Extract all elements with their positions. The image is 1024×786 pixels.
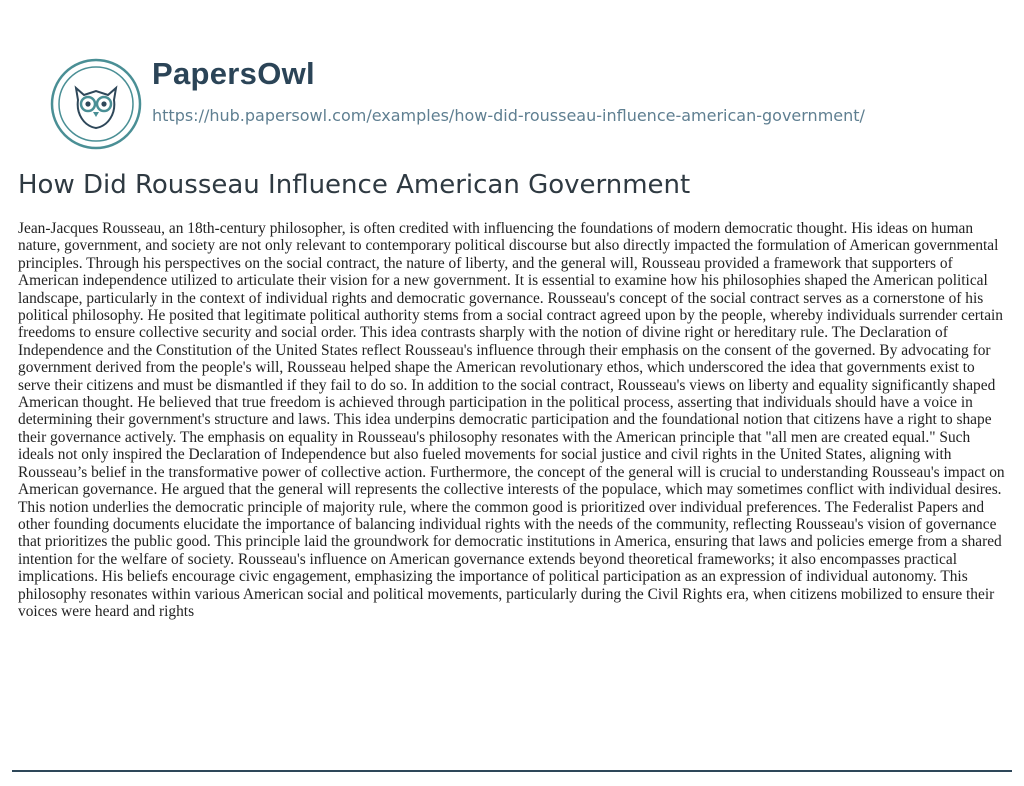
site-header: [50, 38, 980, 138]
footer-divider: [12, 770, 1012, 772]
essay-title: How Did Rousseau Influence American Government: [18, 170, 691, 200]
source-url-link[interactable]: https://hub.papersowl.com/examples/how-did-rousseau-influence-american-government/: [152, 106, 865, 125]
brand-name: PapersOwl: [152, 56, 315, 91]
essay-body: Jean-Jacques Rousseau, an 18th-century philosopher, is often credited with influencing the foundations of modern democratic thought. His ideas on human nature, government, and society are not only relevant to contemporary political discourse but also directly impacted the formulation of American governmental principles. Through his perspectives on the social contract, the nature of liberty, and the general will, Rousseau provided a framework that supporters of American independence utilized to articulate their vision for a new government. It is essential to examine how his philosophies shaped the American political landscape, particularly in the context of individual rights and democratic governance. Rousseau's concept of the social contract serves as a cornerstone of his political philosophy. He posited that legitimate political authority stems from a social contract agreed upon by the people, whereby individuals surrender certain freedoms to ensure collective security and social order. This idea contrasts sharply with the notion of divine right or hereditary rule. The Declaration of Independence and the Constitution of the United States reflect Rousseau's influence through their emphasis on the consent of the governed. By advocating for government derived from the people's will, Rousseau helped shape the American revolutionary ethos, which underscored the idea that governments exist to serve their citizens and must be dismantled if they fail to do so. In addition to the social contract, Rousseau's views on liberty and equality significantly shaped American thought. He believed that true freedom is achieved through participation in the political process, asserting that individuals should have a voice in determining their government's structure and laws. This idea underpins democratic participation and the foundational notion that citizens have a right to shape their governance actively. The emphasis on equality in Rousseau's philosophy resonates with the American principle that "all men are created equal." Such ideals not only inspired the Declaration of Independence but also fueled movements for social justice and civil rights in the United States, aligning with Rousseau’s belief in the transformative power of collective action. Furthermore, the concept of the general will is crucial to understanding Rousseau's impact on American governance. He argued that the general will represents the collective interests of the populace, which may sometimes conflict with individual desires. This notion underlies the democratic principle of majority rule, where the common good is prioritized over individual preferences. The Federalist Papers and other founding documents elucidate the importance of balancing individual rights with the needs of the community, reflecting Rousseau's vision of governance that prioritizes the public good. This principle laid the groundwork for democratic institutions in America, ensuring that laws and policies emerge from a shared intention for the welfare of society. Rousseau's influence on American governance extends beyond theoretical frameworks; it also encompasses practical implications. His beliefs encourage civic engagement, emphasizing the importance of political participation as an expression of individual autonomy. This philosophy resonates within various American social and political movements, particularly during the Civil Rights era, when citizens mobilized to ensure their voices were heard and rights: [18, 220, 1005, 620]
owl-logo-icon: [50, 58, 142, 150]
